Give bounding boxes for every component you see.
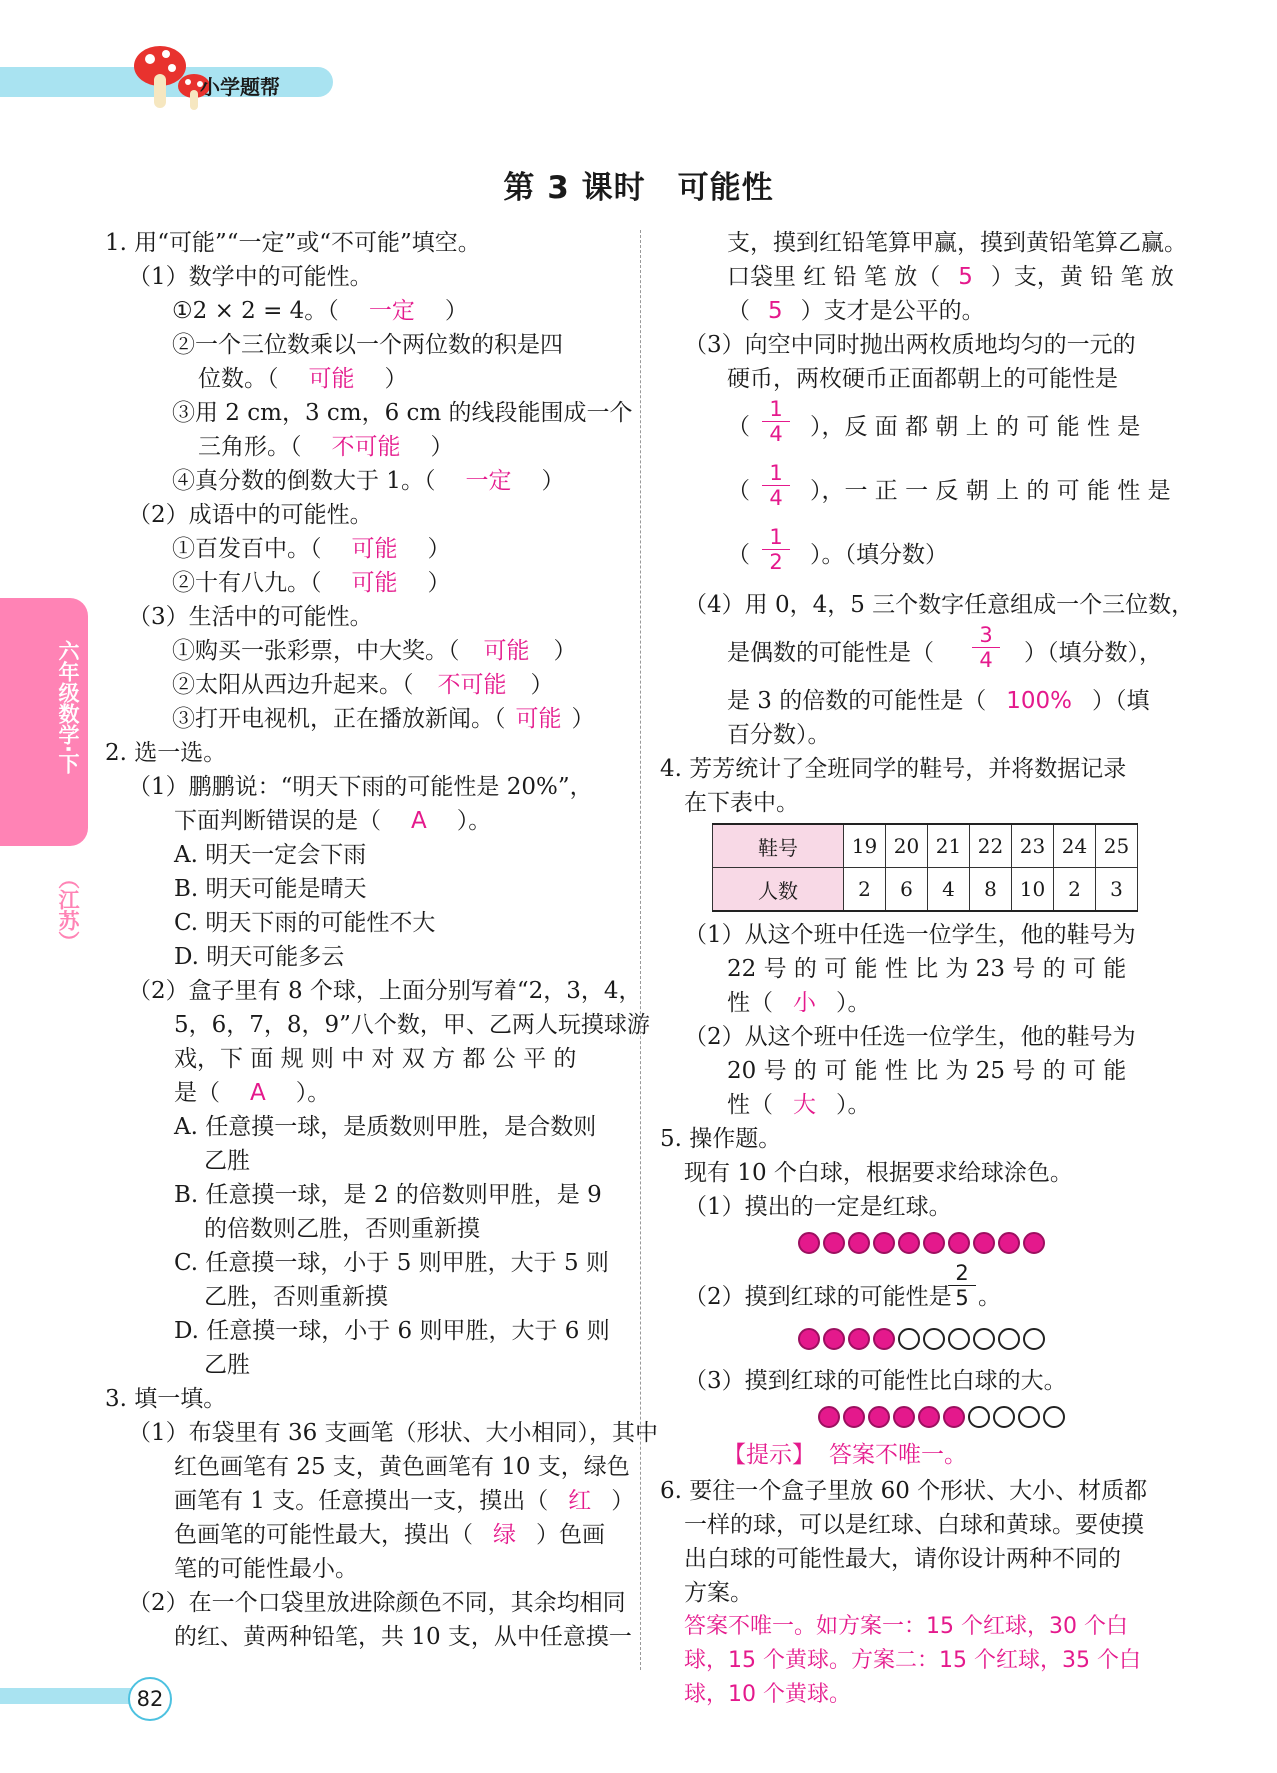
q1-part3-b: ②太阳从西边升起来。（ 不可能 ）: [172, 672, 554, 698]
white-ball: [993, 1406, 1015, 1428]
q4-title-line2: 在下表中。: [684, 790, 799, 816]
q4-part1: （1）从这个班中任选一位学生，他的鞋号为: [684, 922, 1136, 948]
brand-label: 小学题帮: [200, 75, 280, 99]
q3-part2-line3: 支，摸到红铅笔算甲赢，摸到黄铅笔算乙赢。: [727, 230, 1187, 256]
q5-ball-row-2: [798, 1328, 1045, 1350]
q1-part3-a: ①购买一张彩票，中大奖。（ 可能 ）: [172, 638, 577, 664]
q6-text-line3: 出白球的可能性最大，请你设计两种不同的: [684, 1546, 1121, 1572]
q5-part1: （1）摸出的一定是红球。: [684, 1194, 952, 1220]
red-ball: [848, 1328, 870, 1350]
table-row: [713, 868, 1138, 912]
q2-part1: （1）鹏鹏说：“明天下雨的可能性是 20%”，: [128, 774, 593, 800]
q2-part2-line3: 戏，下 面 规 则 中 对 双 方 都 公 平 的: [174, 1046, 577, 1072]
q2-part1-option-d: D. 明天可能多云: [174, 944, 345, 970]
q3-part3-fraction-3: 1 2: [762, 526, 790, 573]
q3-part4-line2b: ）（填分数），: [1024, 640, 1162, 666]
q1-part1-c2: 三角形。（ 不可能 ）: [198, 434, 454, 460]
q2-part1-option-b: B. 明天可能是晴天: [174, 876, 367, 902]
q3-part1-line2: 红色画笔有 25 支，黄色画笔有 10 支，绿色: [174, 1454, 630, 1480]
q2-title: 2. 选一选。: [105, 740, 227, 766]
q1-part1: （1）数学中的可能性。: [128, 264, 373, 290]
q4-title: 4. 芳芳统计了全班同学的鞋号，并将数据记录: [660, 756, 1127, 782]
table-cell: 2: [844, 868, 886, 912]
table-cell: 8: [970, 868, 1012, 912]
q6-text-line2: 一样的球，可以是红球、白球和黄球。要使摸: [684, 1512, 1144, 1538]
q5-part2-end: 。: [978, 1284, 1001, 1310]
q4-part1-line2: 22 号 的 可 能 性 比 为 23 号 的 可 能: [727, 956, 1127, 982]
side-tab-subject: 六年级数学·下: [56, 640, 80, 774]
table-cell: 6: [886, 868, 928, 912]
q3-part2-line5: （ 5 ）支才是公平的。: [727, 298, 985, 324]
q6-answer-line3: 球，10 个黄球。: [684, 1682, 851, 1707]
q1-part3-c: ③打开电视机，正在播放新闻。（ 可能 ）: [172, 706, 595, 732]
q5-hint: [723, 1440, 967, 1470]
table-row-label: 人数: [713, 868, 844, 912]
q2-part2-option-b: B. 任意摸一球，是 2 的倍数则甲胜，是 9: [174, 1182, 602, 1208]
table-cell: 3: [1096, 868, 1138, 912]
q5-ball-row-1: [798, 1232, 1045, 1254]
q3-part3-open2: （: [727, 478, 750, 504]
side-tab-region: （江苏）: [56, 868, 80, 952]
q4-part1-line3: 性（ 小 ）。: [727, 990, 871, 1016]
q3-part3-fraction-2: 1 4: [762, 462, 790, 509]
red-ball: [943, 1406, 965, 1428]
white-ball: [973, 1328, 995, 1350]
table-cell: 22: [970, 824, 1012, 868]
q3-part3-fraction-1: 1 4: [762, 398, 790, 445]
q5-intro: 现有 10 个白球，根据要求给球涂色。: [684, 1160, 1073, 1186]
table-cell: 24: [1054, 824, 1096, 868]
q3-title: 3. 填一填。: [105, 1386, 227, 1412]
table-cell: 2: [1054, 868, 1096, 912]
white-ball: [898, 1328, 920, 1350]
red-ball: [948, 1232, 970, 1254]
q3-part1: （1）布袋里有 36 支画笔（形状、大小相同），其中: [128, 1420, 659, 1446]
q3-part4-line2a: 是偶数的可能性是（: [727, 640, 934, 666]
q1-part2: （2）成语中的可能性。: [128, 502, 373, 528]
q3-part1-line4: 色画笔的可能性最大，摸出（ 绿 ）色画: [174, 1522, 605, 1548]
q1-part2-a: ①百发百中。（ 可能 ）: [172, 536, 451, 562]
q1-part1-b: ②一个三位数乘以一个两位数的积是四: [172, 332, 563, 358]
q1-part1-b2: 位数。（ 可能 ）: [198, 366, 408, 392]
table-cell: 19: [844, 824, 886, 868]
q5-title: 5. 操作题。: [660, 1126, 782, 1152]
q1-part3: （3）生活中的可能性。: [128, 604, 373, 630]
q2-part1-option-c: C. 明天下雨的可能性不大: [174, 910, 436, 936]
q3-part3: （3）向空中同时抛出两枚质地均匀的一元的: [684, 332, 1136, 358]
red-ball: [998, 1232, 1020, 1254]
q6-text-line4: 方案。: [684, 1580, 753, 1606]
red-ball: [918, 1406, 940, 1428]
q3-part3-line2: 硬币，两枚硬币正面都朝上的可能性是: [727, 366, 1118, 392]
q4-part2-line3: 性（ 大 ）。: [727, 1092, 871, 1118]
q1-part1-c: ③用 2 cm，3 cm，6 cm 的线段能围成一个: [172, 400, 633, 426]
table-row-label: 鞋号: [713, 824, 844, 868]
table-cell: 25: [1096, 824, 1138, 868]
q6-text-line1: 6. 要往一个盒子里放 60 个形状、大小、材质都: [660, 1478, 1148, 1504]
red-ball: [893, 1406, 915, 1428]
q3-part4: （4）用 0，4，5 三个数字任意组成一个三位数，: [684, 592, 1195, 618]
q3-part3-open3: （: [727, 542, 750, 568]
red-ball: [798, 1328, 820, 1350]
white-ball: [998, 1328, 1020, 1350]
red-ball: [1023, 1232, 1045, 1254]
q3-part3-after3: ）。（填分数）: [810, 542, 948, 568]
q3-part2-line4: 口袋里 红 铅 笔 放（ 5 ）支，黄 铅 笔 放: [727, 264, 1174, 290]
white-ball: [923, 1328, 945, 1350]
q6-answer-line1: 答案不唯一。如方案一：15 个红球，30 个白: [684, 1614, 1128, 1639]
lesson-title: 第 3 课时 可能性: [503, 170, 774, 206]
red-ball: [823, 1328, 845, 1350]
red-ball: [823, 1232, 845, 1254]
q5-ball-row-3: [818, 1406, 1065, 1428]
q2-part2-option-b2: 的倍数则乙胜，否则重新摸: [204, 1216, 480, 1242]
q1-part2-b: ②十有八九。（ 可能 ）: [172, 570, 451, 596]
column-divider: [640, 230, 641, 1670]
red-ball: [923, 1232, 945, 1254]
white-ball: [1043, 1406, 1065, 1428]
q3-part2: （2）在一个口袋里放进除颜色不同，其余均相同: [128, 1590, 626, 1616]
red-ball: [843, 1406, 865, 1428]
white-ball: [968, 1406, 990, 1428]
table-cell: 4: [928, 868, 970, 912]
table-cell: 10: [1012, 868, 1054, 912]
q1-part1-a: ①2 × 2 = 4。（ 一定 ）: [172, 298, 468, 324]
q5-part2: （2）摸到红球的可能性是: [684, 1284, 952, 1310]
q6-answer-line2: 球，15 个黄球。方案二：15 个红球，35 个白: [684, 1648, 1141, 1673]
q5-hint-text: 答案不唯一。: [829, 1442, 967, 1468]
q2-part1-b: 下面判断错误的是（ A ）。: [174, 808, 492, 834]
q2-part2-option-a: A. 任意摸一球，是质数则甲胜，是合数则: [174, 1114, 597, 1140]
white-ball: [1023, 1328, 1045, 1350]
q1-title: 1. 用“可能”“一定”或“不可能”填空。: [105, 230, 481, 256]
q3-part2-line2: 的红、黄两种铅笔，共 10 支，从中任意摸一: [174, 1624, 632, 1650]
table-cell: 21: [928, 824, 970, 868]
q2-part2-option-d2: 乙胜: [204, 1352, 250, 1378]
q2-part2-option-a2: 乙胜: [204, 1148, 250, 1174]
q3-part4-line4: 百分数）。: [727, 722, 831, 748]
q3-part4-line3: 是 3 的倍数的可能性是（ 100% ）（填: [727, 688, 1150, 714]
red-ball: [973, 1232, 995, 1254]
q4-part2-line2: 20 号 的 可 能 性 比 为 25 号 的 可 能: [727, 1058, 1127, 1084]
q1-part1-d: ④真分数的倒数大于 1。（ 一定 ）: [172, 468, 565, 494]
q5-hint-label: 【提示】: [723, 1442, 815, 1468]
q3-part3-open1: （: [727, 414, 750, 440]
q3-part1-line3: 画笔有 1 支。任意摸出一支，摸出（ 红 ）: [174, 1488, 635, 1514]
red-ball: [873, 1328, 895, 1350]
q2-part2-option-d: D. 任意摸一球，小于 6 则甲胜，大于 6 则: [174, 1318, 610, 1344]
red-ball: [898, 1232, 920, 1254]
red-ball: [873, 1232, 895, 1254]
white-ball: [948, 1328, 970, 1350]
q2-part2-line4: 是（ A ）。: [174, 1080, 331, 1106]
q2-part2: （2）盒子里有 8 个球，上面分别写着“2，3，4，: [128, 978, 642, 1004]
q2-part2-line2: 5，6，7，8，9”八个数，甲、乙两人玩摸球游: [174, 1012, 650, 1038]
q5-part3: （3）摸到红球的可能性比白球的大。: [684, 1368, 1067, 1394]
q2-part2-option-c: C. 任意摸一球，小于 5 则甲胜，大于 5 则: [174, 1250, 609, 1276]
q5-part2-fraction: 2 5: [948, 1262, 976, 1309]
q3-part3-after1: ），反 面 都 朝 上 的 可 能 性 是: [810, 414, 1141, 440]
table-cell: 20: [886, 824, 928, 868]
red-ball: [818, 1406, 840, 1428]
q3-part3-after2: ），一 正 一 反 朝 上 的 可 能 性 是: [810, 478, 1171, 504]
page-number: 82: [128, 1677, 172, 1721]
table-row: [713, 824, 1138, 868]
q3-part4-fraction: 3 4: [972, 624, 1000, 671]
table-cell: 23: [1012, 824, 1054, 868]
red-ball: [868, 1406, 890, 1428]
q2-part1-option-a: A. 明天一定会下雨: [174, 842, 367, 868]
shoe-size-table: [712, 823, 1138, 912]
q4-part2: （2）从这个班中任选一位学生，他的鞋号为: [684, 1024, 1136, 1050]
q2-part2-option-c2: 乙胜，否则重新摸: [204, 1284, 388, 1310]
red-ball: [848, 1232, 870, 1254]
q3-part1-line5: 笔的可能性最小。: [174, 1556, 358, 1582]
red-ball: [798, 1232, 820, 1254]
white-ball: [1018, 1406, 1040, 1428]
